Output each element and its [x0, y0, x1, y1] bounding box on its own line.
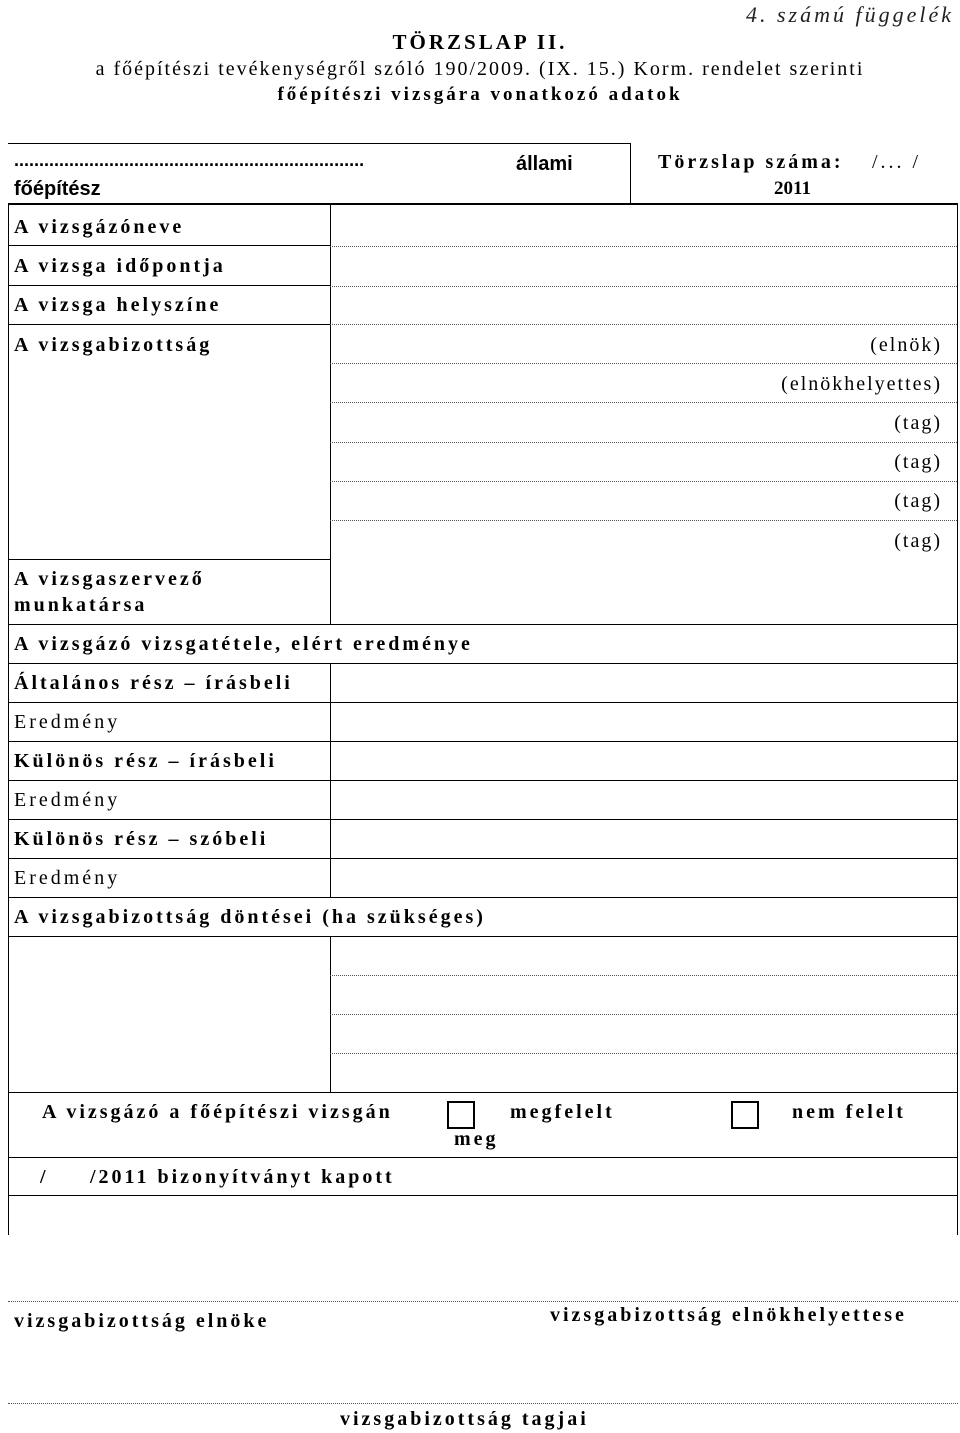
row-line [8, 858, 958, 859]
document-subtitle-2: főépítészi vizsgára vonatkozó adatok [277, 84, 683, 105]
row-line [8, 285, 330, 286]
pass-label-2: meg [454, 1128, 499, 1150]
top-dots: ...................................................................... [14, 150, 365, 170]
committee-dotted-line [330, 442, 957, 443]
role-tag-2: (tag) [894, 451, 942, 473]
role-tag-4: (tag) [894, 530, 942, 552]
table-left-border [8, 205, 9, 1235]
table-right-border [957, 205, 958, 1235]
signature-chair: vizsgabizottság elnöke [14, 1310, 270, 1332]
szervezo-label-1: A vizsgaszervező [14, 568, 205, 590]
signature-vice-chair: vizsgabizottság elnökhelyettese [550, 1304, 907, 1326]
dontesei-heading: A vizsgabizottság döntései (ha szükséges) [14, 906, 486, 928]
top-box-bottom-line [8, 203, 958, 205]
signature-line-bottom [8, 1403, 958, 1404]
result-intro: A vizsgázó a főépítészi vizsgán [42, 1101, 393, 1123]
committee-dotted-line [330, 481, 957, 482]
torzslap-label: Törzslap száma: [658, 151, 844, 173]
row-line [8, 702, 958, 703]
committee-dotted-line [330, 520, 957, 521]
top-box-divider [630, 143, 631, 205]
document-subtitle: a főépítészi tevékenységről szóló 190/2009. (IX. 15.) Korm. rendelet szerinti [95, 58, 865, 80]
certificate-text: /2011 bizonyítványt kapott [90, 1166, 395, 1188]
row-line [8, 324, 330, 325]
eredmeny-label-1: Eredmény [14, 711, 121, 733]
kulonos-szobeli-label: Különös rész – szóbeli [14, 828, 269, 850]
fail-label: nem felelt [792, 1101, 906, 1123]
row-line [8, 936, 958, 937]
decision-dotted-line [330, 1014, 957, 1015]
row-line [8, 1195, 958, 1196]
role-elnokhelyettes: (elnökhelyettes) [781, 373, 942, 395]
certificate-slash: / [40, 1166, 49, 1188]
vizsgabizottsag-label: A vizsgabizottság [14, 334, 213, 356]
kulonos-irasbeli-label: Különös rész – írásbeli [14, 750, 277, 772]
vizsga-idopontja-label: A vizsga időpontja [14, 255, 226, 277]
role-tag-3: (tag) [894, 490, 942, 512]
vizsgazo-neve-label: A vizsgázóneve [14, 216, 185, 238]
appendix-label: 4. számú függelék [745, 2, 954, 27]
signature-members: vizsgabizottság tagjai [340, 1408, 589, 1430]
signature-line-top [8, 1301, 958, 1302]
altalanos-irasbeli-label: Általános rész – írásbeli [14, 672, 293, 694]
committee-dotted-line [330, 402, 957, 403]
decision-dotted-line [330, 975, 957, 976]
foepitesz-label: főépítész [14, 178, 101, 200]
label-column-divider-1 [330, 205, 331, 624]
row-line [8, 780, 958, 781]
role-elnok: (elnök) [870, 334, 942, 356]
row-dotted-line [330, 246, 957, 247]
row-dotted-line [330, 324, 957, 325]
eredmeny-label-3: Eredmény [14, 867, 121, 889]
pass-checkbox[interactable] [447, 1101, 475, 1129]
szervezo-label-2: munkatársa [14, 594, 148, 616]
row-line [8, 559, 330, 560]
teljesitmeny-heading: A vizsgázó vizsgatétele, elért eredménye [14, 633, 473, 655]
torzslap-value: /... / [872, 151, 922, 173]
row-line [8, 1157, 958, 1158]
row-line [8, 897, 958, 898]
pass-label: megfelelt [510, 1101, 615, 1123]
committee-dotted-line [330, 363, 957, 364]
eredmeny-label-2: Eredmény [14, 789, 121, 811]
document-title: TÖRZSLAP II. [392, 30, 568, 54]
top-box-top-line [8, 143, 630, 144]
allami-label: állami [516, 153, 573, 175]
torzslap-year: 2011 [774, 178, 811, 199]
decision-dotted-line [330, 1053, 957, 1054]
row-line [8, 1092, 958, 1093]
row-line [8, 819, 958, 820]
row-line [8, 741, 958, 742]
row-line [8, 624, 958, 625]
role-tag-1: (tag) [894, 412, 942, 434]
row-dotted-line [330, 286, 957, 287]
fail-checkbox[interactable] [731, 1101, 759, 1129]
row-line [8, 663, 958, 664]
vizsga-helyszine-label: A vizsga helyszíne [14, 294, 222, 316]
row-line [8, 245, 330, 246]
